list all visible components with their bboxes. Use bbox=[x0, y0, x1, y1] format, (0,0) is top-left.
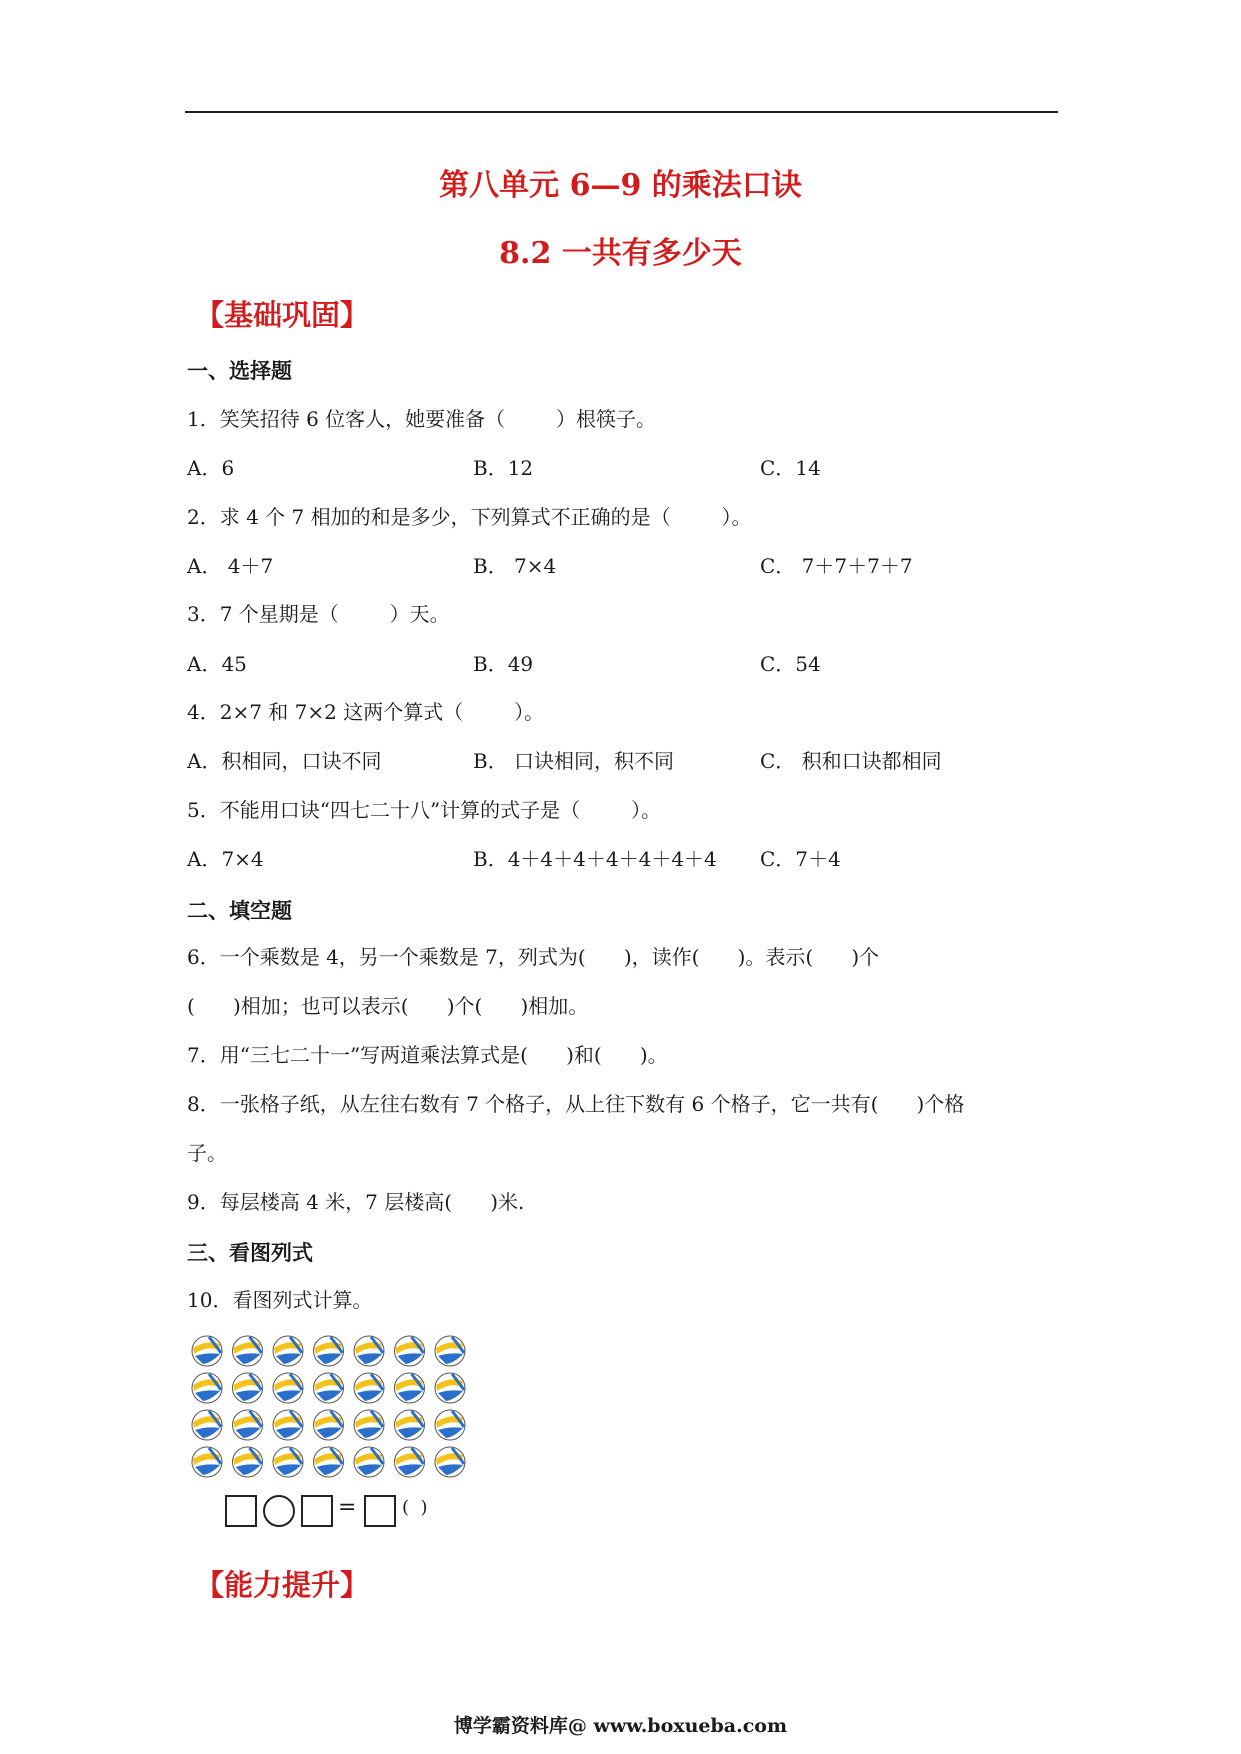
volleyball-icon bbox=[273, 1373, 303, 1403]
section-advanced: 【能力提升】 bbox=[195, 1568, 370, 1602]
volleyball-icon bbox=[233, 1373, 263, 1403]
answer-box-2[interactable] bbox=[301, 1495, 333, 1527]
volleyball-icon bbox=[192, 1373, 222, 1403]
q1-option-c: C．14 bbox=[760, 456, 821, 480]
volleyball-icon bbox=[233, 1447, 263, 1477]
volleyball-grid bbox=[190, 1334, 470, 1484]
volleyball-icon bbox=[273, 1410, 303, 1440]
part2-heading: 二、填空题 bbox=[187, 899, 292, 923]
unit-paren: ( ) bbox=[402, 1497, 428, 1518]
volleyball-icon bbox=[233, 1336, 263, 1366]
volleyball-icon bbox=[395, 1447, 425, 1477]
part1-heading: 一、选择题 bbox=[187, 359, 292, 383]
volleyball-icon bbox=[314, 1410, 344, 1440]
q5-option-a: A．7×4 bbox=[187, 847, 264, 871]
volleyball-icon bbox=[314, 1447, 344, 1477]
volleyball-icon bbox=[354, 1373, 384, 1403]
question-9: 9．每层楼高 4 米，7 层楼高( )米. bbox=[187, 1190, 525, 1214]
q1-option-a: A．6 bbox=[187, 456, 235, 480]
volleyball-icon bbox=[233, 1410, 263, 1440]
q3-option-b: B．49 bbox=[473, 652, 534, 676]
q4-option-c: C． 积和口诀都相同 bbox=[760, 749, 942, 773]
volleyball-icon bbox=[192, 1447, 222, 1477]
footer-watermark: 博学霸资料库@ www.boxueba.com bbox=[453, 1715, 788, 1737]
q3-option-c: C．54 bbox=[760, 652, 821, 676]
volleyball-icon bbox=[435, 1336, 465, 1366]
volleyball-icon bbox=[395, 1410, 425, 1440]
q2-option-a: A． 4＋7 bbox=[187, 554, 274, 578]
question-5: 5．不能用口诀“四七二十八”计算的式子是（ ）。 bbox=[187, 798, 662, 822]
header-rule bbox=[185, 111, 1058, 113]
volleyball-icon bbox=[435, 1373, 465, 1403]
question-3: 3．7 个星期是（ ）天。 bbox=[187, 602, 450, 626]
volleyball-icon bbox=[435, 1410, 465, 1440]
volleyball-icon bbox=[314, 1373, 344, 1403]
part3-heading: 三、看图列式 bbox=[187, 1241, 313, 1265]
q5-option-b: B．4＋4＋4＋4＋4＋4＋4 bbox=[473, 847, 717, 871]
question-6-line2: ( )相加；也可以表示( )个( )相加。 bbox=[187, 994, 589, 1018]
question-8-line2: 子。 bbox=[187, 1141, 227, 1165]
answer-box-1[interactable] bbox=[225, 1495, 257, 1527]
q1-option-b: B．12 bbox=[473, 456, 534, 480]
question-8-line1: 8．一张格子纸，从左往右数有 7 个格子，从上往下数有 6 个格子，它一共有( )个格 bbox=[187, 1092, 965, 1116]
volleyball-icon bbox=[314, 1336, 344, 1366]
equals-sign: = bbox=[338, 1495, 357, 1520]
q5-option-c: C．7＋4 bbox=[760, 847, 841, 871]
q2-option-b: B． 7×4 bbox=[473, 554, 557, 578]
volleyball-icon bbox=[395, 1336, 425, 1366]
section-basic: 【基础巩固】 bbox=[195, 298, 370, 332]
question-6-line1: 6．一个乘数是 4，另一个乘数是 7，列式为( )，读作( )。表示( )个 bbox=[187, 945, 880, 969]
volleyball-icon bbox=[192, 1410, 222, 1440]
volleyball-icon bbox=[273, 1336, 303, 1366]
q4-option-b: B． 口诀相同，积不同 bbox=[473, 749, 675, 773]
answer-box-result[interactable] bbox=[364, 1495, 396, 1527]
question-2: 2．求 4 个 7 相加的和是多少，下列算式不正确的是（ ）。 bbox=[187, 505, 752, 529]
volleyball-icon bbox=[192, 1336, 222, 1366]
volleyball-icon bbox=[435, 1447, 465, 1477]
lesson-title: 8.2 一共有多少天 bbox=[499, 236, 742, 271]
volleyball-icon bbox=[354, 1447, 384, 1477]
question-10: 10．看图列式计算。 bbox=[187, 1288, 373, 1312]
question-4: 4．2×7 和 7×2 这两个算式（ ）。 bbox=[187, 700, 545, 724]
question-7: 7．用“三七二十一”写两道乘法算式是( )和( )。 bbox=[187, 1043, 668, 1067]
q2-option-c: C． 7＋7＋7＋7 bbox=[760, 554, 913, 578]
unit-title: 第八单元 6—9 的乘法口诀 bbox=[439, 168, 802, 203]
volleyball-icon bbox=[395, 1373, 425, 1403]
question-1: 1．笑笑招待 6 位客人，她要准备（ ）根筷子。 bbox=[187, 407, 657, 431]
volleyball-icon bbox=[354, 1410, 384, 1440]
operator-circle[interactable] bbox=[263, 1495, 295, 1527]
volleyball-icon bbox=[354, 1336, 384, 1366]
volleyball-icon bbox=[273, 1447, 303, 1477]
q3-option-a: A．45 bbox=[187, 652, 247, 676]
answer-equation bbox=[225, 1495, 465, 1529]
q4-option-a: A．积相同，口诀不同 bbox=[187, 749, 382, 773]
